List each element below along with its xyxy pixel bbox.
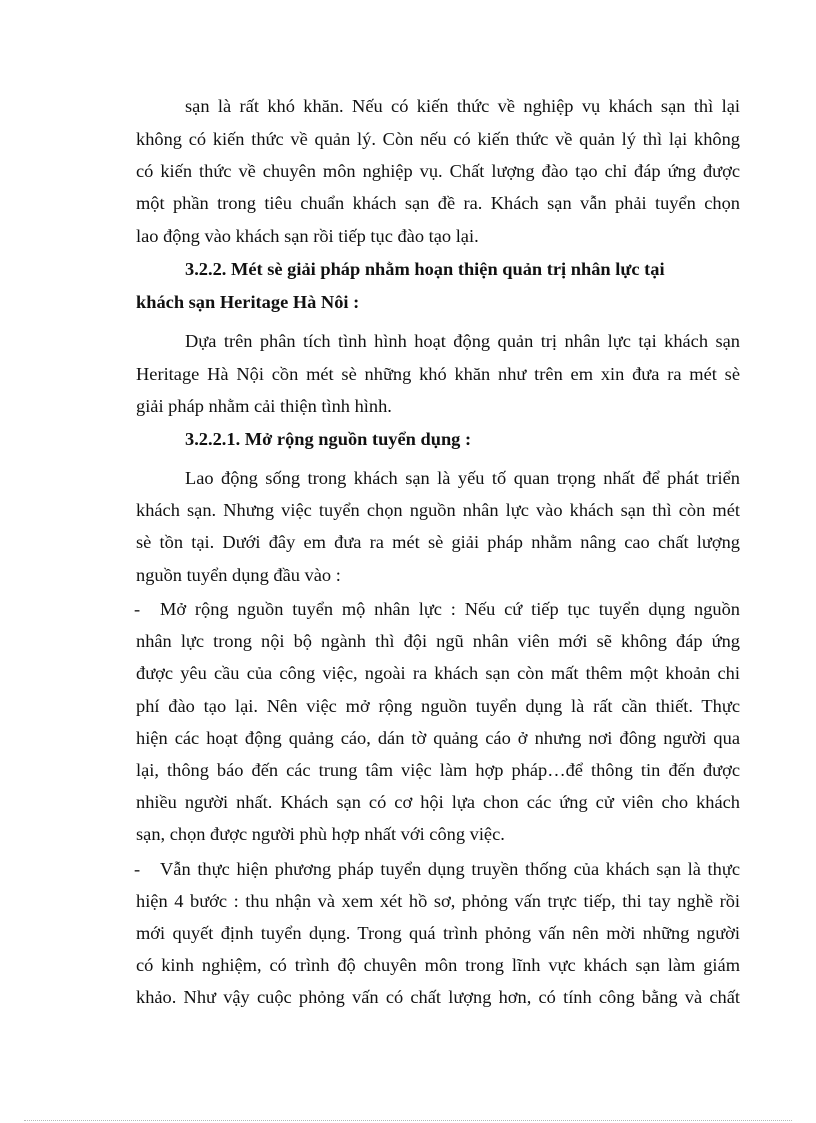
bullet-line: Mở rộng nguồn tuyển mộ nhân lực : Nếu cứ tiếp tục tuyển dụng nguồn [160,599,740,619]
paragraph-line: lao động vào khách sạn rồi tiếp tục đào tạo lại. [136,226,479,246]
section-heading: 3.2.2. Mét sè giải pháp nhằm hoạn thiện quản trị nhân lực tại [185,259,665,279]
bullet-line: Vẫn thực hiện phương pháp tuyển dụng truyền thống của khách sạn là thực [160,859,740,879]
paragraph-line: giải pháp nhằm cải thiện tình hình. [136,396,392,416]
bullet-line: nhân lực trong nội bộ ngành thì đội ngũ nhân viên mới sẽ không đáp ứng [136,631,740,651]
page-bottom-rule [24,1120,792,1121]
bullet-marker: - [134,599,141,619]
paragraph-line: có kiến thức về chuyên môn nghiệp vụ. Chất lượng đào tạo chỉ đáp ứng được [136,161,740,181]
bullet-line: hiện 4 bước : thu nhận và xem xét hồ sơ, phỏng vấn trực tiếp, thi tay nghề rồi [136,891,740,911]
bullet-line: có kinh nghiệm, có trình độ chuyên môn trong lĩnh vực khách sạn làm giám [136,955,740,975]
paragraph-line: Dựa trên phân tích tình hình hoạt động quản trị nhân lực tại khách sạn [185,331,740,351]
bullet-line: mới quyết định tuyển dụng. Trong quá trình phỏng vấn nên mời những người [136,923,740,943]
subsection-heading: 3.2.2.1. Mở rộng nguồn tuyển dụng : [185,429,472,449]
paragraph-line: Lao động sống trong khách sạn là yếu tố quan trọng nhất để phát triển [185,468,740,488]
bullet-line: hiện các hoạt động quảng cáo, dán tờ quảng cáo ở nhưng nơi đông người qua [136,728,740,748]
paragraph-line: sạn là rất khó khăn. Nếu có kiến thức về nghiệp vụ khách sạn thì lại [185,96,740,116]
bullet-line: lại, thông báo đến các trung tâm việc làm hợp pháp…để thông tin đến được [136,760,740,780]
bullet-line: sạn, chọn được người phù hợp nhất với công việc. [136,824,505,844]
bullet-marker: - [134,859,141,879]
paragraph-line: khách sạn. Nhưng việc tuyển chọn nguồn nhân lực vào khách sạn thì còn mét [136,500,740,520]
bullet-line: được yêu cầu của công việc, ngoài ra khách sạn còn mất thêm một khoản chi [136,663,740,683]
section-heading: khách sạn Heritage Hà Nôi : [136,292,360,312]
bullet-line: nhiều người nhất. Khách sạn có cơ hội lựa chon các ứng cử viên cho khách [136,792,740,812]
bullet-line: phí đào tạo lại. Nên việc mở rộng nguồn tuyển dụng là rất cần thiết. Thực [136,696,740,716]
paragraph-line: một phần trong tiêu chuẩn khách sạn đề ra. Khách sạn vẫn phải tuyển chọn [136,193,740,213]
paragraph-line: không có kiến thức về quản lý. Còn nếu có kiến thức về quản lý thì lại không [136,129,740,149]
paragraph-line: Heritage Hà Nội cồn mét sè những khó khăn như trên em xin đưa ra mét sè [136,364,740,384]
paragraph-line: sè tồn tại. Dưới đây em đưa ra mét sè giải pháp nhằm nâng cao chất lượng [136,532,740,552]
bullet-line: khảo. Như vậy cuộc phỏng vấn có chất lượng hơn, có tính công bằng và chất [136,987,740,1007]
paragraph-line: nguồn tuyển dụng đầu vào : [136,565,341,585]
